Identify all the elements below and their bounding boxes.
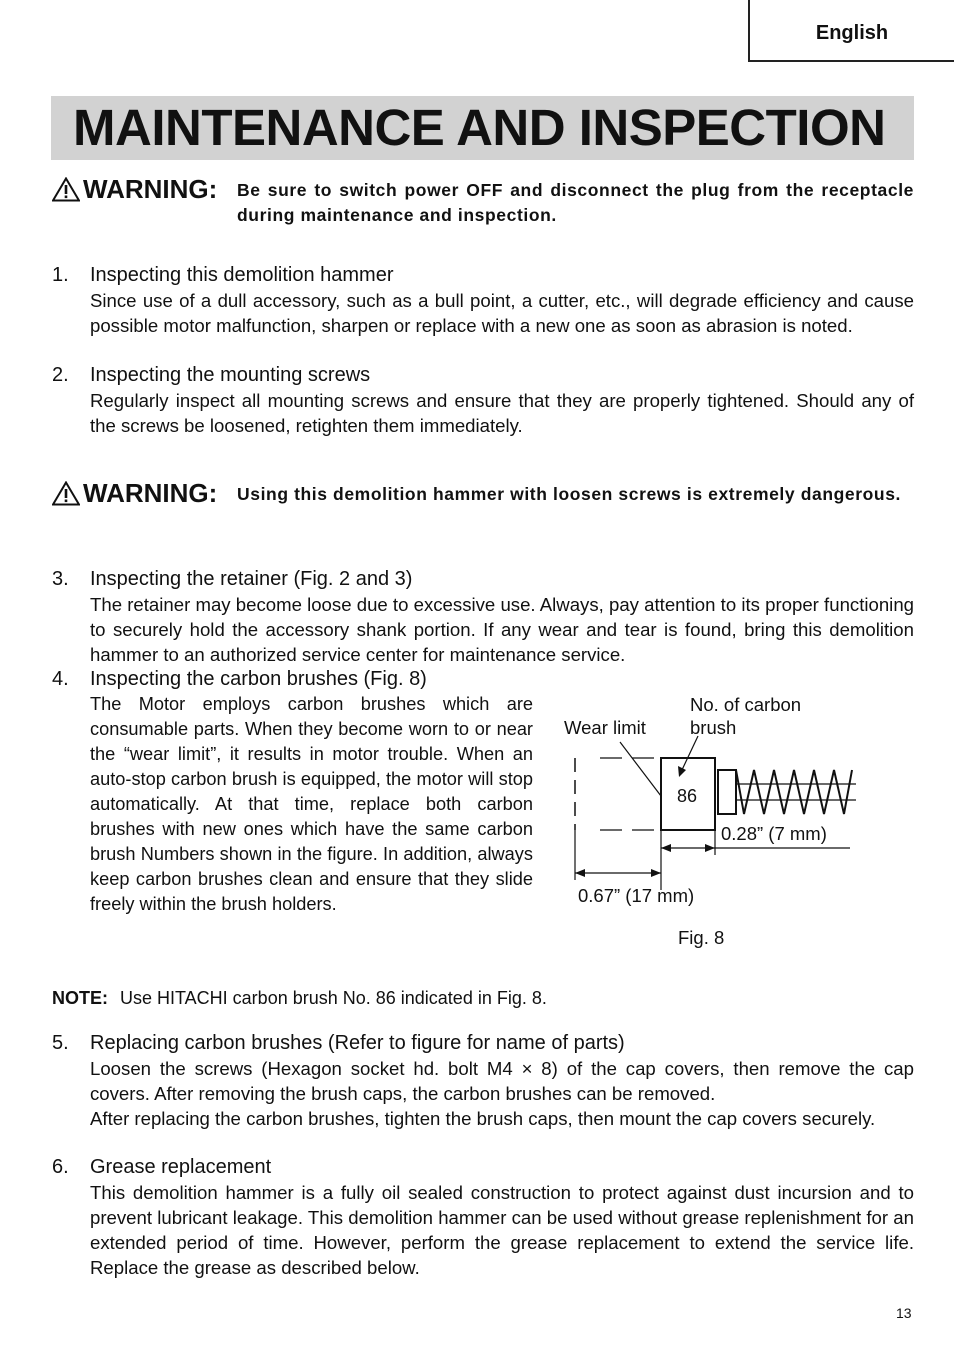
warning-triangle-icon <box>52 481 80 506</box>
note <box>52 986 547 1011</box>
note-text: Use HITACHI carbon brush No. 86 indicated in Fig. 8. <box>120 988 547 1008</box>
item-heading: Inspecting the retainer (Fig. 2 and 3) <box>90 568 413 590</box>
item-body: Loosen the screws (Hexagon socket hd. bolt M4 × 8) of the cap covers, then remove the cap covers. After removing the brush caps, the carbon brushes can be removed. <box>90 1058 914 1104</box>
page-number: 13 <box>896 1305 912 1321</box>
warning-triangle-icon <box>52 177 80 202</box>
item-number: 5. <box>52 1032 69 1054</box>
warning-block-2 <box>52 478 914 507</box>
item-heading: Inspecting this demolition hammer <box>90 264 394 286</box>
item-body: This demolition hammer is a fully oil sealed construction to protect against dust incursion and to prevent lubricant leakage. This demolition hammer can be used without grease replenishment for an extended period of time. However, perform the grease replacement to extend the service life. Replace the grease as described below. <box>90 1182 914 1278</box>
language-tab: English <box>748 0 954 62</box>
item-body: The Motor employs carbon brushes which are consumable parts. When they become worn to or near the “wear limit”, it results in motor trouble. When an auto-stop carbon brush is equipped, the motor will stop automatically. At that time, replace both carbon brushes with new ones which have the same carbon brush Numbers shown in the figure. In addition, always keep carbon brushes clean and ensure that they slide freely within the brush holders. <box>90 694 533 914</box>
item-body: Regularly inspect all mounting screws and ensure that they are properly tightened. Should any of the screws be loosened, retighten them immediately. <box>90 390 914 436</box>
item-heading: Inspecting the mounting screws <box>90 364 371 386</box>
warning-text: Using this demolition hammer with loosen screws is extremely dangerous. <box>237 484 902 504</box>
item-body: The retainer may become loose due to excessive use. Always, pay attention to its proper functioning to securely hold the accessory shank portion. If any wear and tear is found, bring this demolition hammer to an authorized service center for maintenance service. <box>90 594 914 665</box>
warning-block-1 <box>52 174 914 228</box>
dimension-large: 0.67” (17 mm) <box>578 885 695 906</box>
item-1 <box>52 263 914 338</box>
item-3 <box>52 567 914 667</box>
item-number: 3. <box>52 568 69 590</box>
item-body-continued: After replacing the carbon brushes, tighten the brush caps, then mount the cap covers securely. <box>90 1108 876 1129</box>
item-heading: Grease replacement <box>90 1156 272 1178</box>
item-number: 6. <box>52 1156 69 1178</box>
warning-head <box>52 174 217 205</box>
item-5 <box>52 1031 914 1131</box>
label-wear-limit: Wear limit <box>564 717 646 738</box>
item-2 <box>52 363 914 438</box>
page-title: MAINTENANCE AND INSPECTION <box>73 99 886 156</box>
warning-text: Be sure to switch power OFF and disconnect the plug from the receptacle during maintenance and inspection. <box>237 180 914 225</box>
item-6 <box>52 1155 914 1280</box>
title-bar <box>51 96 914 160</box>
warning-head <box>52 478 217 509</box>
warning-label: WARNING: <box>83 478 218 508</box>
warning-label: WARNING: <box>83 174 218 204</box>
item-body: Since use of a dull accessory, such as a bull point, a cutter, etc., will degrade efficiency and cause possible motor malfunction, sharpen or replace with a new one as soon as abrasion is noted. <box>90 290 914 336</box>
brush-number: 86 <box>677 786 698 806</box>
item-number: 2. <box>52 364 69 386</box>
figure-8 <box>550 690 870 960</box>
item-heading: Inspecting the carbon brushes (Fig. 8) <box>90 668 427 690</box>
note-label: NOTE: <box>52 988 108 1008</box>
label-no-carbon-brush: No. of carbon brush <box>690 694 802 738</box>
figure-caption: Fig. 8 <box>678 927 725 948</box>
item-number: 4. <box>52 668 69 690</box>
dimension-small: 0.28” (7 mm) <box>721 823 827 844</box>
item-number: 1. <box>52 264 69 286</box>
item-heading: Replacing carbon brushes (Refer to figure for name of parts) <box>90 1032 625 1054</box>
